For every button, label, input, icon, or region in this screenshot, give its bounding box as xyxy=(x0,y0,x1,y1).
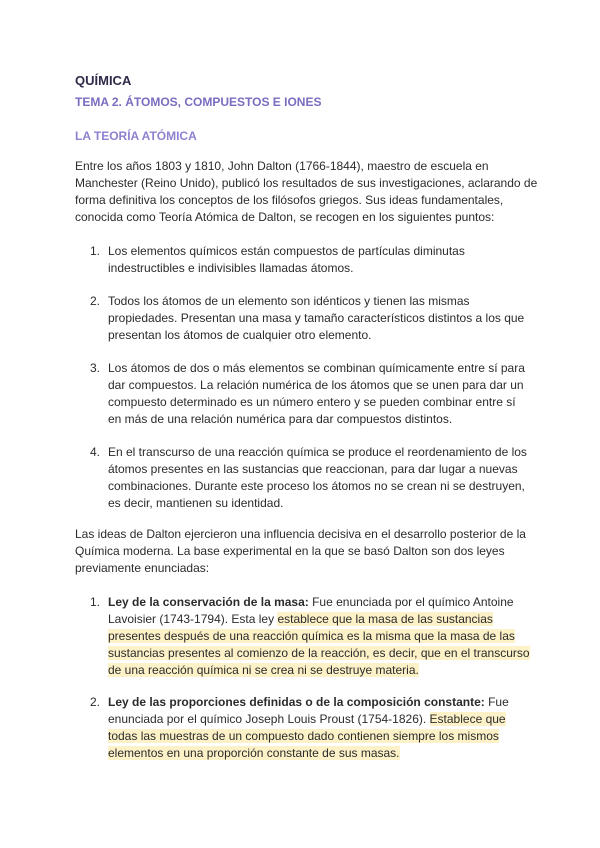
list-number: 2. xyxy=(90,695,101,709)
postulate-text: Los átomos de dos o más elementos se combinan químicamente entre sí para dar compuestos. La relación numérica de los átomos que se unen para dar un compuesto determinado es un número entero y se pueden combinar entre sí en más de una relación numérica para dar compuestos distintos. xyxy=(108,361,525,426)
postulate-text: Todos los átomos de un elemento son idénticos y tienen las mismas propiedades. Presentan una masa y tamaño característicos distintos a los que presentan los átomos de cualquier otro elemento. xyxy=(108,294,525,342)
law-item xyxy=(90,594,530,679)
postulate-text: Los elementos químicos están compuestos de partículas diminutas indestructibles e indivisibles llamadas átomos. xyxy=(108,244,465,275)
postulate-item xyxy=(90,293,530,344)
law-text xyxy=(108,594,530,679)
postulate-item xyxy=(90,243,530,277)
highlighted-text: establece que la masa de las sustancias presentes después de una reacción química es la misma que la masa de las sustancias presentes al comienzo de la reacción, es decir, que en el transcurso de una reacción química ni se crea ni se destruye materia. xyxy=(108,612,530,677)
law-description: Fue enunciada por el químico Antoine Lavoisier (1743-1794). Esta ley xyxy=(108,595,514,626)
topic-title: TEMA 2. ÁTOMOS, COMPUESTOS E IONES xyxy=(75,95,322,109)
law-description: Fue enunciada por el químico Joseph Louis Proust (1754-1826). xyxy=(108,695,509,726)
postulate-item xyxy=(90,360,530,428)
postulate-item xyxy=(90,444,530,512)
intro-paragraph: Entre los años 1803 y 1810, John Dalton (1766-1844), maestro de escuela en Manchester (Reino Unido), publicó los resultados de sus investigaciones, aclarando de forma definitiva los conceptos de los filósofos griegos. Sus ideas fundamentales, conocida como Teoría Atómica de Dalton, se recogen en los siguientes puntos: xyxy=(75,159,538,224)
list-number: 1. xyxy=(90,244,101,258)
law-item xyxy=(90,694,530,762)
course-title: QUÍMICA xyxy=(75,73,132,88)
influence-paragraph: Las ideas de Dalton ejercieron una influencia decisiva en el desarrollo posterior de la Química moderna. La base experimental en la que se basó Dalton son dos leyes previamente enunciadas: xyxy=(75,527,526,575)
list-number: 1. xyxy=(90,595,101,609)
list-number: 2. xyxy=(90,294,101,308)
list-number: 3. xyxy=(90,361,101,375)
highlighted-text: Establece que todas las muestras de un compuesto dado contienen siempre los mismos elementos en una proporción constante de sus masas. xyxy=(108,712,506,760)
law-title: Ley de la conservación de la masa: xyxy=(108,595,309,609)
postulate-text: En el transcurso de una reacción química se produce el reordenamiento de los átomos presentes en las sustancias que reaccionan, para dar lugar a nuevas combinaciones. Durante este proceso los átomos no se crean ni se destruyen, es decir, mantienen su identidad. xyxy=(108,445,527,510)
list-number: 4. xyxy=(90,445,101,459)
law-title: Ley de las proporciones definidas o de la composición constante: xyxy=(108,695,485,709)
section-title: LA TEORÍA ATÓMICA xyxy=(75,129,197,143)
law-text xyxy=(108,694,530,762)
